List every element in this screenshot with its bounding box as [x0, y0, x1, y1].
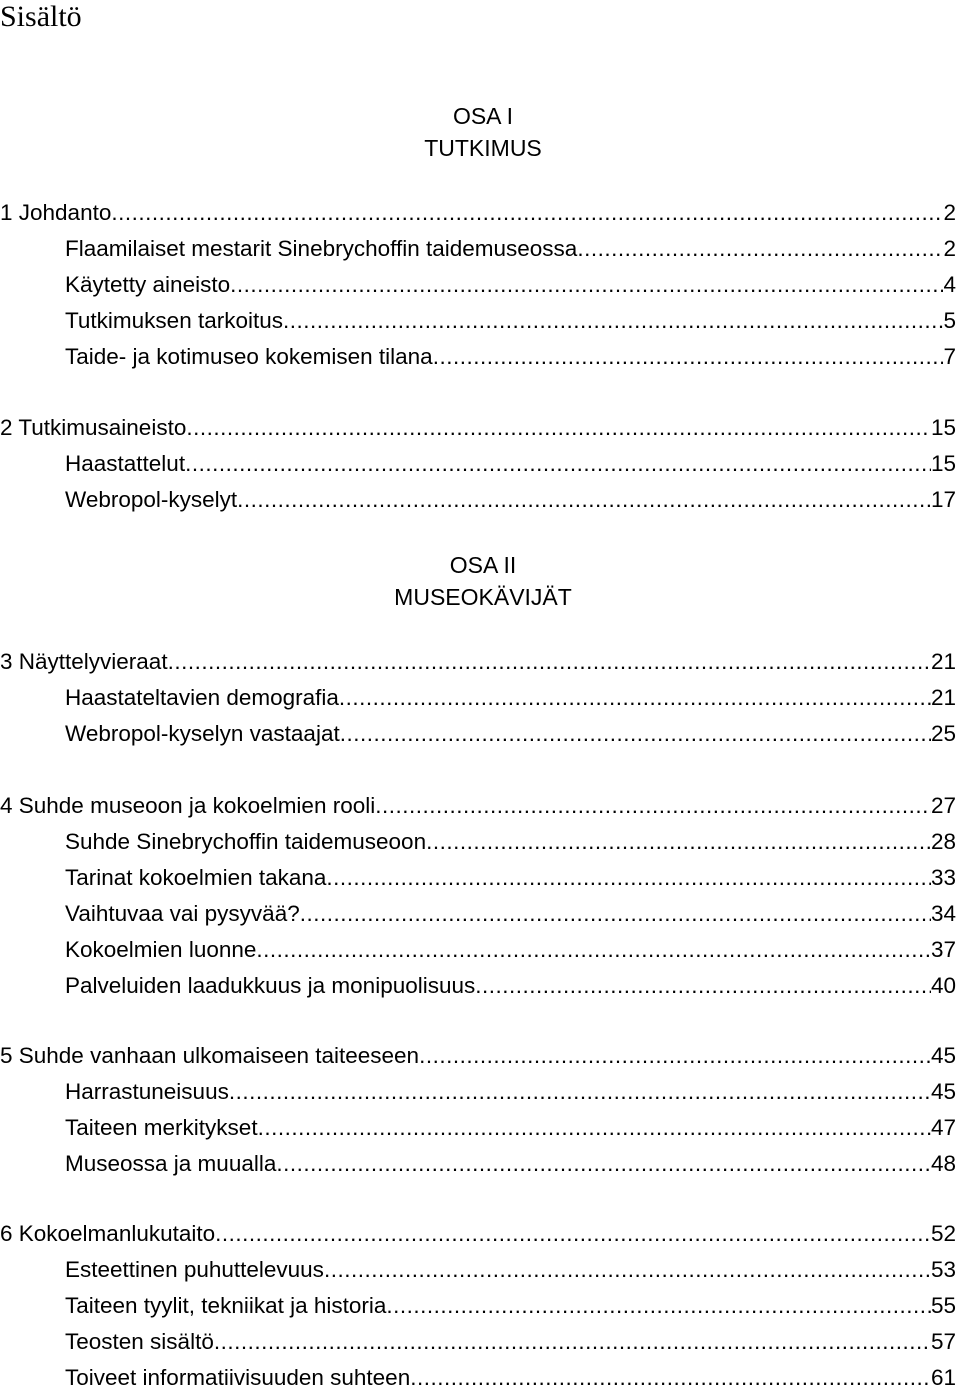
toc-subsection-entry[interactable] — [0, 267, 956, 303]
dot-leader — [339, 680, 931, 716]
dot-leader — [186, 410, 931, 446]
toc-section-3 — [0, 644, 956, 752]
toc-page-number: 21 — [930, 685, 956, 710]
toc-page-number: 57 — [930, 1329, 956, 1354]
toc-page-number: 21 — [930, 649, 956, 674]
toc-entry-title: 1 Johdanto — [0, 200, 112, 225]
part-heading-1 — [0, 100, 960, 164]
toc-subsection-entry[interactable] — [0, 1360, 956, 1396]
toc-subsection-entry[interactable] — [0, 932, 956, 968]
dot-leader — [111, 195, 943, 231]
toc-page-number: 45 — [930, 1043, 956, 1068]
dot-leader — [258, 1110, 931, 1146]
toc-chapter-entry[interactable] — [0, 644, 956, 680]
dot-leader — [419, 1038, 931, 1074]
toc-entry-title: Käytetty aineisto — [65, 272, 231, 297]
toc-entry-title: 4 Suhde museoon ja kokoelmien rooli — [0, 793, 376, 818]
toc-page-number: 4 — [943, 272, 956, 297]
toc-page-number: 61 — [930, 1365, 956, 1390]
toc-subsection-entry[interactable] — [0, 860, 956, 896]
part-name: TUTKIMUS — [424, 135, 542, 161]
toc-entry-title: Taiteen tyylit, tekniikat ja historia — [65, 1293, 387, 1318]
toc-chapter-entry[interactable] — [0, 195, 956, 231]
toc-page-number: 52 — [930, 1221, 956, 1246]
dot-leader — [475, 968, 931, 1004]
dot-leader — [324, 1252, 931, 1288]
toc-page-number: 2 — [943, 200, 956, 225]
dot-leader — [256, 932, 931, 968]
toc-subsection-entry[interactable] — [0, 1110, 956, 1146]
toc-page-number: 15 — [930, 451, 956, 476]
part-heading-2 — [0, 549, 960, 613]
dot-leader — [410, 1360, 931, 1396]
toc-page-number: 34 — [930, 901, 956, 926]
dot-leader — [340, 716, 931, 752]
dot-leader — [230, 267, 943, 303]
dot-leader — [276, 1146, 931, 1182]
toc-subsection-entry[interactable] — [0, 446, 956, 482]
toc-page-number: 2 — [943, 236, 956, 261]
toc-page-number: 47 — [930, 1115, 956, 1140]
toc-entry-title: Teosten sisältö — [65, 1329, 214, 1354]
toc-subsection-entry[interactable] — [0, 231, 956, 267]
dot-leader — [229, 1074, 931, 1110]
toc-entry-title: Flaamilaiset mestarit Sinebrychoffin taidemuseossa — [65, 236, 578, 261]
toc-entry-title: Haastattelut — [65, 451, 186, 476]
toc-subsection-entry[interactable] — [0, 1288, 956, 1324]
dot-leader — [433, 339, 944, 375]
dot-leader — [375, 788, 931, 824]
toc-page-number: 55 — [930, 1293, 956, 1318]
toc-subsection-entry[interactable] — [0, 824, 956, 860]
dot-leader — [214, 1324, 931, 1360]
toc-page-number: 37 — [930, 937, 956, 962]
toc-entry-title: Esteettinen puhuttelevuus — [65, 1257, 324, 1282]
toc-page-number: 45 — [930, 1079, 956, 1104]
toc-entry-title: Webropol-kyselyn vastaajat — [65, 721, 340, 746]
toc-section-2 — [0, 410, 956, 518]
toc-page-number: 7 — [943, 344, 956, 369]
toc-entry-title: 6 Kokoelmanlukutaito — [0, 1221, 216, 1246]
dot-leader — [326, 860, 931, 896]
toc-subsection-entry[interactable] — [0, 1146, 956, 1182]
dot-leader — [300, 896, 931, 932]
dot-leader — [168, 644, 931, 680]
toc-section-5 — [0, 1038, 956, 1182]
toc-subsection-entry[interactable] — [0, 1074, 956, 1110]
dot-leader — [185, 446, 931, 482]
toc-page-number: 5 — [943, 308, 956, 333]
toc-subsection-entry[interactable] — [0, 716, 956, 752]
toc-chapter-entry[interactable] — [0, 1038, 956, 1074]
part-label: OSA I — [452, 103, 514, 129]
toc-page-number: 27 — [930, 793, 956, 818]
toc-section-6 — [0, 1216, 956, 1396]
dot-leader — [426, 824, 931, 860]
toc-entry-title: 5 Suhde vanhaan ulkomaiseen taiteeseen — [0, 1043, 420, 1068]
toc-entry-title: Toiveet informatiivisuuden suhteen — [65, 1365, 411, 1390]
toc-entry-title: Suhde Sinebrychoffin taidemuseoon — [65, 829, 427, 854]
toc-chapter-entry[interactable] — [0, 788, 956, 824]
toc-chapter-entry[interactable] — [0, 410, 956, 446]
toc-section-1 — [0, 195, 956, 375]
toc-subsection-entry[interactable] — [0, 482, 956, 518]
toc-subsection-entry[interactable] — [0, 1324, 956, 1360]
dot-leader — [237, 482, 931, 518]
toc-page-number: 40 — [930, 973, 956, 998]
toc-page-number: 48 — [930, 1151, 956, 1176]
part-name: MUSEOKÄVIJÄT — [394, 584, 572, 610]
toc-subsection-entry[interactable] — [0, 303, 956, 339]
toc-page-number: 25 — [930, 721, 956, 746]
toc-subsection-entry[interactable] — [0, 896, 956, 932]
toc-entry-title: Webropol-kyselyt — [65, 487, 238, 512]
toc-entry-title: Palveluiden laadukkuus ja monipuolisuus — [65, 973, 476, 998]
toc-entry-title: Taide- ja kotimuseo kokemisen tilana — [65, 344, 433, 369]
toc-entry-title: Tutkimuksen tarkoitus — [65, 308, 283, 333]
toc-entry-title: 2 Tutkimusaineisto — [0, 415, 187, 440]
toc-entry-title: Tarinat kokoelmien takana — [65, 865, 327, 890]
toc-subsection-entry[interactable] — [0, 680, 956, 716]
toc-entry-title: Vaihtuvaa vai pysyvää? — [65, 901, 300, 926]
toc-page-number: 17 — [930, 487, 956, 512]
toc-entry-title: Museossa ja muualla — [65, 1151, 277, 1176]
dot-leader — [386, 1288, 931, 1324]
dot-leader — [215, 1216, 931, 1252]
toc-section-4 — [0, 788, 956, 1004]
toc-subsection-entry[interactable] — [0, 968, 956, 1004]
toc-page-number: 33 — [930, 865, 956, 890]
toc-page-number: 15 — [930, 415, 956, 440]
toc-subsection-entry[interactable] — [0, 1252, 956, 1288]
dot-leader — [283, 303, 943, 339]
toc-page-number: 28 — [930, 829, 956, 854]
toc-entry-title: Haastateltavien demografia — [65, 685, 339, 710]
toc-subsection-entry[interactable] — [0, 339, 956, 375]
toc-entry-title: Harrastuneisuus — [65, 1079, 229, 1104]
page-title: Sisältö — [0, 0, 82, 33]
toc-entry-title: 3 Näyttelyvieraat — [0, 649, 168, 674]
dot-leader — [577, 231, 943, 267]
toc-page-number: 53 — [930, 1257, 956, 1282]
part-label: OSA II — [449, 552, 517, 578]
toc-entry-title: Taiteen merkitykset — [65, 1115, 258, 1140]
toc-entry-title: Kokoelmien luonne — [65, 937, 257, 962]
toc-chapter-entry[interactable] — [0, 1216, 956, 1252]
